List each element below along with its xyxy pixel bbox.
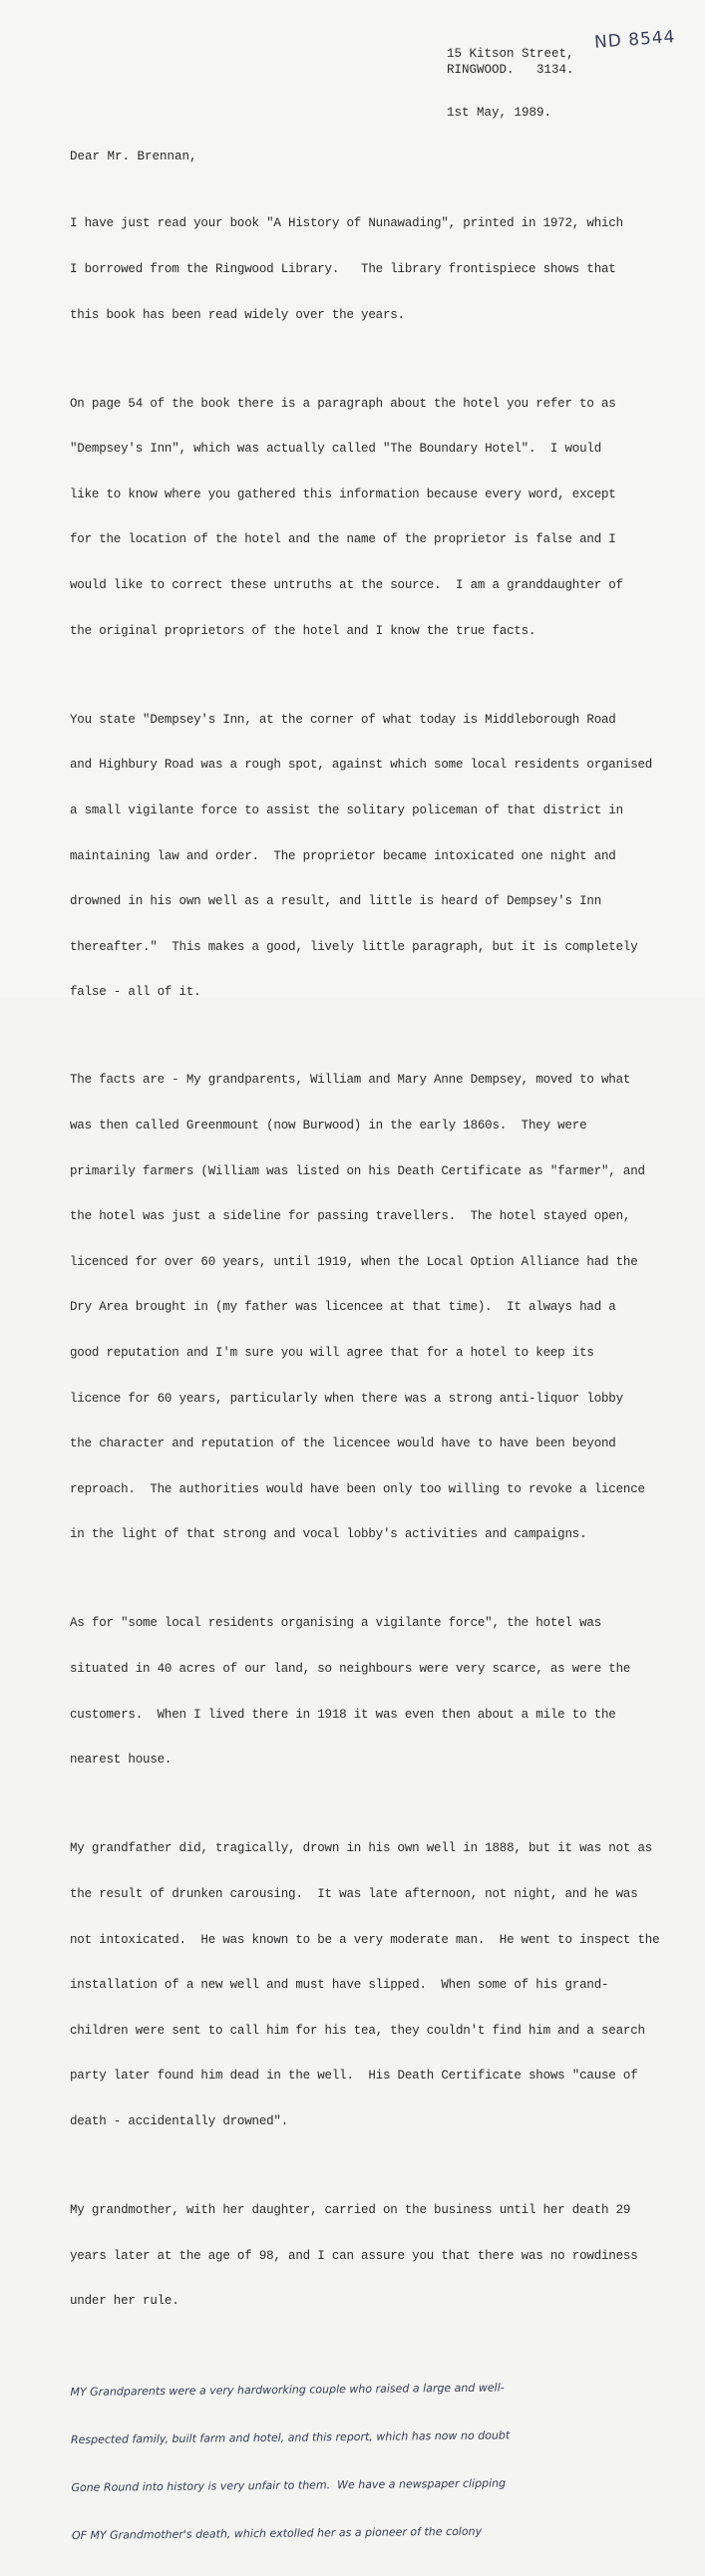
text-line: "Dempsey's Inn", which was actually called "The Boundary Hotel". I would: [70, 442, 601, 457]
paragraph: [70, 682, 653, 1031]
text-line: under her rule.: [70, 2294, 179, 2309]
text-line: like to know where you gathered this information because every word, except: [70, 486, 616, 501]
handwritten-addendum: [70, 2347, 650, 2576]
text-line: nearest house.: [70, 1753, 173, 1768]
text-line: false - all of it.: [70, 985, 201, 1000]
text-line: this book has been read widely over the years.: [70, 307, 405, 322]
text-line: licenced for over 60 years, until 1919, when the Local Option Alliance had the: [70, 1254, 638, 1269]
text-line: would like to correct these untruths at the source. I am a granddaughter of: [70, 578, 623, 593]
text-line: customers. When I lived there in 1918 it was even then about a mile to the: [70, 1707, 616, 1722]
letter-body: [70, 186, 660, 2576]
text-line: I have just read your book "A History of Nunawading", printed in 1972, which: [70, 216, 623, 231]
handwritten-line: Respected family, built farm and hotel, and this report, which has now no doubt: [70, 2428, 511, 2446]
text-line: the hotel was just a sideline for passing travellers. The hotel stayed open,: [70, 1209, 631, 1224]
letter-date: 1st May, 1989.: [447, 106, 552, 120]
text-line: good reputation and I'm sure you will agree that for a hotel to keep its: [70, 1346, 594, 1361]
text-line: installation of a new well and must have slipped. When some of his grand-: [70, 1978, 609, 1993]
text-line: years later at the age of 98, and I can assure you that there was no rowdiness: [70, 2248, 638, 2263]
paragraph: [70, 1043, 648, 1573]
text-line: was then called Greenmount (now Burwood) in the early 1860s. They were: [70, 1118, 587, 1132]
text-line: and Highbury Road was a rough spot, against which some local residents organised: [70, 758, 653, 773]
text-line: in the light of that strong and vocal lobby's activities and campaigns.: [70, 1527, 587, 1542]
paragraph: [70, 186, 648, 353]
text-line: children were sent to call him for his tea, they couldn't find him and a search: [70, 2023, 645, 2038]
text-line: the result of drunken carousing. It was late afternoon, not night, and he was: [70, 1886, 638, 1901]
address-line: RINGWOOD. 3134.: [447, 63, 574, 77]
text-line: thereafter." This makes a good, lively little paragraph, but it is completely: [70, 939, 638, 954]
text-line: My grandfather did, tragically, drown in his own well in 1888, but it was not as: [70, 1841, 653, 1856]
text-line: I borrowed from the Ringwood Library. The library frontispiece shows that: [70, 262, 616, 277]
address-line: 15 Kitson Street,: [447, 47, 574, 61]
text-line: drowned in his own well as a result, and little is heard of Dempsey's Inn: [70, 894, 601, 909]
text-line: situated in 40 acres of our land, so neighbours were very scarce, as were the: [70, 1662, 631, 1677]
text-line: On page 54 of the book there is a paragraph about the hotel you refer to as: [70, 396, 616, 411]
text-line: As for "some local residents organising a vigilante force", the hotel was: [70, 1616, 601, 1631]
handwritten-line: MY Grandparents were a very hardworking couple who raised a large and well-: [70, 2381, 505, 2399]
text-line: death - accidentally drowned".: [70, 2113, 289, 2128]
text-line: You state "Dempsey's Inn, at the corner of what today is Middleborough Road: [70, 712, 616, 727]
paragraph: [70, 2173, 648, 2340]
handwritten-line: Gone Round into history is very unfair to them. We have a newspaper clipping: [71, 2476, 507, 2494]
text-line: primarily farmers (William was listed on his Death Certificate as "farmer", and: [70, 1163, 645, 1178]
text-line: reproach. The authorities would have been only too willing to revoke a licence: [70, 1481, 645, 1496]
sender-address: [447, 46, 574, 78]
text-line: The facts are - My grandparents, William and Mary Anne Dempsey, moved to what: [70, 1073, 631, 1088]
text-line: My grandmother, with her daughter, carried on the business until her death 29: [70, 2203, 631, 2217]
text-line: a small vigilante force to assist the solitary policeman of that district in: [70, 803, 623, 817]
text-line: not intoxicated. He was known to be a very moderate man. He went to inspect the: [70, 1932, 660, 1947]
text-line: party later found him dead in the well. His Death Certificate shows "cause of: [70, 2069, 638, 2084]
text-line: the character and reputation of the licencee would have to have been beyond: [70, 1437, 616, 1451]
text-line: licence for 60 years, particularly when there was a strong anti-liquor lobby: [70, 1391, 623, 1406]
paragraph: [70, 366, 648, 669]
paragraph: [70, 1811, 660, 2160]
text-line: maintaining law and order. The proprietor became intoxicated one night and: [70, 848, 616, 863]
text-line: for the location of the hotel and the name of the proprietor is false and I: [70, 532, 616, 547]
text-line: the original proprietors of the hotel and I know the true facts.: [70, 623, 536, 638]
text-line: Dry Area brought in (my father was licencee at that time). It always had a: [70, 1300, 616, 1315]
paragraph: [70, 1586, 648, 1798]
salutation: Dear Mr. Brennan,: [70, 150, 197, 163]
handwritten-line: OF MY Grandmother's death, which extolled her as a pioneer of the colony: [71, 2524, 483, 2542]
handwritten-reference-number: ND 8544: [593, 27, 677, 53]
